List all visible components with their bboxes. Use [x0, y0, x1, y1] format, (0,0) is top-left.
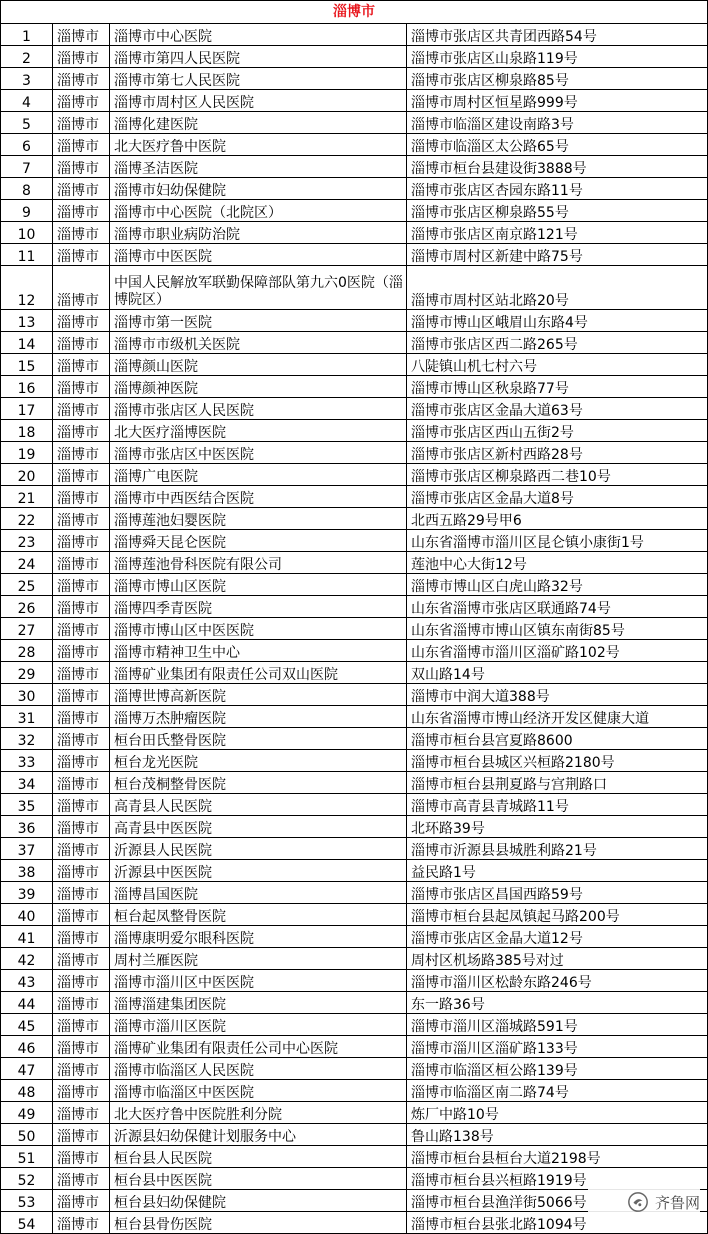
table-row — [1, 684, 708, 706]
row-city: 淄博市 — [53, 530, 110, 552]
row-city: 淄博市 — [53, 1124, 110, 1146]
row-address: 淄博市周村区恒星路999号 — [407, 90, 708, 112]
row-hospital-name: 桓台县妇幼保健院 — [110, 1190, 407, 1212]
row-address: 淄博市张店区杏园东路11号 — [407, 178, 708, 200]
table-row — [1, 552, 708, 574]
row-number: 12 — [1, 266, 53, 310]
row-city: 淄博市 — [53, 134, 110, 156]
row-hospital-name: 北大医疗淄博医院 — [110, 420, 407, 442]
table-row — [1, 222, 708, 244]
row-number: 49 — [1, 1102, 53, 1124]
row-number: 52 — [1, 1168, 53, 1190]
row-address: 淄博市桓台县桓台大道2198号 — [407, 1146, 708, 1168]
row-address: 淄博市沂源县县城胜利路21号 — [407, 838, 708, 860]
row-address: 淄博市临淄区南二路74号 — [407, 1080, 708, 1102]
row-hospital-name: 淄博市博山区中医医院 — [110, 618, 407, 640]
row-address: 淄博市临淄区太公路65号 — [407, 134, 708, 156]
row-city: 淄博市 — [53, 750, 110, 772]
row-number: 24 — [1, 552, 53, 574]
table-title-row — [1, 1, 708, 24]
row-number: 51 — [1, 1146, 53, 1168]
row-hospital-name: 桓台县人民医院 — [110, 1146, 407, 1168]
row-address: 淄博市桓台县起凤镇起马路200号 — [407, 904, 708, 926]
row-address: 淄博市桓台县城区兴桓路2180号 — [407, 750, 708, 772]
row-city: 淄博市 — [53, 1168, 110, 1190]
row-city: 淄博市 — [53, 310, 110, 332]
row-address: 淄博市高青县青城路11号 — [407, 794, 708, 816]
row-hospital-name: 淄博市中心医院（北院区） — [110, 200, 407, 222]
row-number: 41 — [1, 926, 53, 948]
row-hospital-name: 淄博颜神医院 — [110, 376, 407, 398]
row-number: 23 — [1, 530, 53, 552]
row-city: 淄博市 — [53, 926, 110, 948]
table-row — [1, 420, 708, 442]
table-row — [1, 970, 708, 992]
table-row — [1, 574, 708, 596]
row-number: 42 — [1, 948, 53, 970]
row-number: 31 — [1, 706, 53, 728]
row-address: 山东省淄博市张店区联通路74号 — [407, 596, 708, 618]
row-city: 淄博市 — [53, 948, 110, 970]
row-city: 淄博市 — [53, 816, 110, 838]
row-hospital-name: 淄博昌国医院 — [110, 882, 407, 904]
table-row — [1, 772, 708, 794]
row-address: 益民路1号 — [407, 860, 708, 882]
row-address: 淄博市博山区秋泉路77号 — [407, 376, 708, 398]
row-address: 炼厂中路10号 — [407, 1102, 708, 1124]
row-number: 50 — [1, 1124, 53, 1146]
row-address: 淄博市淄川区松龄东路246号 — [407, 970, 708, 992]
row-number: 5 — [1, 112, 53, 134]
table-row — [1, 662, 708, 684]
row-city: 淄博市 — [53, 90, 110, 112]
table-row — [1, 860, 708, 882]
row-hospital-name: 桓台田氏整骨医院 — [110, 728, 407, 750]
row-hospital-name: 沂源县妇幼保健计划服务中心 — [110, 1124, 407, 1146]
row-city: 淄博市 — [53, 992, 110, 1014]
table-row — [1, 68, 708, 90]
row-hospital-name: 周村兰雁医院 — [110, 948, 407, 970]
row-city: 淄博市 — [53, 618, 110, 640]
table-row — [1, 376, 708, 398]
row-city: 淄博市 — [53, 552, 110, 574]
row-hospital-name: 淄博广电医院 — [110, 464, 407, 486]
row-address: 东一路36号 — [407, 992, 708, 1014]
row-hospital-name: 桓台起凤整骨医院 — [110, 904, 407, 926]
row-number: 54 — [1, 1212, 53, 1234]
table-row — [1, 156, 708, 178]
row-hospital-name: 淄博市张店区人民医院 — [110, 398, 407, 420]
row-number: 33 — [1, 750, 53, 772]
row-number: 13 — [1, 310, 53, 332]
table-row — [1, 816, 708, 838]
row-address: 双山路14号 — [407, 662, 708, 684]
row-address: 淄博市张店区山泉路119号 — [407, 46, 708, 68]
row-hospital-name: 淄博市第四人民医院 — [110, 46, 407, 68]
row-hospital-name: 中国人民解放军联勤保障部队第九六0医院（淄博院区） — [110, 266, 407, 310]
row-city: 淄博市 — [53, 200, 110, 222]
row-city: 淄博市 — [53, 464, 110, 486]
table-row — [1, 530, 708, 552]
row-hospital-name: 淄博淄建集团医院 — [110, 992, 407, 1014]
row-city: 淄博市 — [53, 376, 110, 398]
table-row — [1, 1124, 708, 1146]
row-city: 淄博市 — [53, 68, 110, 90]
row-address: 淄博市张店区金晶大道8号 — [407, 486, 708, 508]
row-hospital-name: 淄博市市级机关医院 — [110, 332, 407, 354]
row-city: 淄博市 — [53, 1036, 110, 1058]
table-row — [1, 486, 708, 508]
row-address: 淄博市桓台县宫夏路8600 — [407, 728, 708, 750]
watermark-text: 齐鲁网 — [654, 1193, 700, 1212]
row-number: 32 — [1, 728, 53, 750]
row-city: 淄博市 — [53, 1212, 110, 1234]
row-hospital-name: 淄博市第七人民医院 — [110, 68, 407, 90]
row-hospital-name: 淄博市妇幼保健院 — [110, 178, 407, 200]
table-row — [1, 596, 708, 618]
row-number: 39 — [1, 882, 53, 904]
row-city: 淄博市 — [53, 970, 110, 992]
row-hospital-name: 淄博世博高新医院 — [110, 684, 407, 706]
row-address: 淄博市张店区南京路121号 — [407, 222, 708, 244]
row-address: 淄博市张店区金晶大道63号 — [407, 398, 708, 420]
row-hospital-name: 桓台龙光医院 — [110, 750, 407, 772]
row-number: 2 — [1, 46, 53, 68]
row-number: 38 — [1, 860, 53, 882]
row-city: 淄博市 — [53, 1058, 110, 1080]
table-row — [1, 1102, 708, 1124]
row-hospital-name: 高青县中医医院 — [110, 816, 407, 838]
row-city: 淄博市 — [53, 838, 110, 860]
table-row — [1, 882, 708, 904]
row-hospital-name: 淄博万杰肿瘤医院 — [110, 706, 407, 728]
table-row — [1, 706, 708, 728]
row-address: 淄博市淄川区淄城路591号 — [407, 1014, 708, 1036]
row-number: 21 — [1, 486, 53, 508]
row-number: 48 — [1, 1080, 53, 1102]
row-number: 30 — [1, 684, 53, 706]
row-address: 莲池中心大街12号 — [407, 552, 708, 574]
row-address: 山东省淄博市博山经济开发区健康大道 — [407, 706, 708, 728]
row-number: 6 — [1, 134, 53, 156]
row-number: 17 — [1, 398, 53, 420]
row-city: 淄博市 — [53, 860, 110, 882]
row-address: 淄博市淄川区淄矿路133号 — [407, 1036, 708, 1058]
table-row — [1, 750, 708, 772]
row-number: 7 — [1, 156, 53, 178]
table-row — [1, 1014, 708, 1036]
row-city: 淄博市 — [53, 1080, 110, 1102]
table-row — [1, 992, 708, 1014]
row-hospital-name: 淄博莲池骨科医院有限公司 — [110, 552, 407, 574]
row-hospital-name: 淄博化建医院 — [110, 112, 407, 134]
row-city: 淄博市 — [53, 156, 110, 178]
row-number: 25 — [1, 574, 53, 596]
row-hospital-name: 淄博圣洁医院 — [110, 156, 407, 178]
row-number: 35 — [1, 794, 53, 816]
table-row — [1, 640, 708, 662]
row-hospital-name: 淄博舜天昆仑医院 — [110, 530, 407, 552]
row-address: 淄博市张店区金晶大道12号 — [407, 926, 708, 948]
row-hospital-name: 淄博市临淄区人民医院 — [110, 1058, 407, 1080]
row-number: 28 — [1, 640, 53, 662]
row-city: 淄博市 — [53, 222, 110, 244]
table-row — [1, 794, 708, 816]
table-row — [1, 46, 708, 68]
row-hospital-name: 沂源县中医医院 — [110, 860, 407, 882]
row-number: 47 — [1, 1058, 53, 1080]
row-city: 淄博市 — [53, 882, 110, 904]
row-address: 淄博市张店区柳泉路西二巷10号 — [407, 464, 708, 486]
row-hospital-name: 淄博市中医医院 — [110, 244, 407, 266]
row-city: 淄博市 — [53, 46, 110, 68]
table-row — [1, 310, 708, 332]
table-row — [1, 332, 708, 354]
row-number: 11 — [1, 244, 53, 266]
row-number: 18 — [1, 420, 53, 442]
row-city: 淄博市 — [53, 266, 110, 310]
row-city: 淄博市 — [53, 1102, 110, 1124]
row-address: 淄博市临淄区桓公路139号 — [407, 1058, 708, 1080]
row-address: 八陡镇山机七村六号 — [407, 354, 708, 376]
row-hospital-name: 淄博市张店区中医医院 — [110, 442, 407, 464]
table-row — [1, 354, 708, 376]
row-number: 29 — [1, 662, 53, 684]
row-number: 37 — [1, 838, 53, 860]
row-address: 鲁山路138号 — [407, 1124, 708, 1146]
row-hospital-name: 桓台茂桐整骨医院 — [110, 772, 407, 794]
row-hospital-name: 淄博市临淄区中医医院 — [110, 1080, 407, 1102]
row-city: 淄博市 — [53, 1146, 110, 1168]
row-city: 淄博市 — [53, 1190, 110, 1212]
row-city: 淄博市 — [53, 178, 110, 200]
row-city: 淄博市 — [53, 662, 110, 684]
table-row — [1, 1058, 708, 1080]
row-hospital-name: 北大医疗鲁中医院胜利分院 — [110, 1102, 407, 1124]
row-city: 淄博市 — [53, 904, 110, 926]
row-hospital-name: 北大医疗鲁中医院 — [110, 134, 407, 156]
row-city: 淄博市 — [53, 354, 110, 376]
row-address: 淄博市博山区白虎山路32号 — [407, 574, 708, 596]
row-hospital-name: 淄博矿业集团有限责任公司中心医院 — [110, 1036, 407, 1058]
table-title: 淄博市 — [1, 1, 708, 24]
row-address: 淄博市桓台县荆夏路与宫荆路口 — [407, 772, 708, 794]
row-hospital-name: 沂源县人民医院 — [110, 838, 407, 860]
table-row — [1, 904, 708, 926]
row-city: 淄博市 — [53, 728, 110, 750]
row-city: 淄博市 — [53, 1014, 110, 1036]
row-hospital-name: 淄博市第一医院 — [110, 310, 407, 332]
row-address: 淄博市张店区昌国西路59号 — [407, 882, 708, 904]
row-hospital-name: 淄博市周村区人民医院 — [110, 90, 407, 112]
row-city: 淄博市 — [53, 640, 110, 662]
row-address: 淄博市张店区西二路265号 — [407, 332, 708, 354]
row-address: 山东省淄博市淄川区淄矿路102号 — [407, 640, 708, 662]
row-address: 北西五路29号甲6 — [407, 508, 708, 530]
row-city: 淄博市 — [53, 398, 110, 420]
row-hospital-name: 淄博市淄川区中医医院 — [110, 970, 407, 992]
row-city: 淄博市 — [53, 244, 110, 266]
row-city: 淄博市 — [53, 794, 110, 816]
row-number: 27 — [1, 618, 53, 640]
row-address: 淄博市周村区新建中路75号 — [407, 244, 708, 266]
row-address: 淄博市桓台县兴桓路1919号 — [407, 1168, 708, 1190]
row-city: 淄博市 — [53, 508, 110, 530]
row-number: 22 — [1, 508, 53, 530]
table-row — [1, 838, 708, 860]
row-number: 36 — [1, 816, 53, 838]
row-address: 北环路39号 — [407, 816, 708, 838]
row-city: 淄博市 — [53, 420, 110, 442]
row-city: 淄博市 — [53, 442, 110, 464]
row-address: 淄博市博山区峨眉山东路4号 — [407, 310, 708, 332]
row-city: 淄博市 — [53, 574, 110, 596]
row-number: 8 — [1, 178, 53, 200]
row-address: 淄博市桓台县张北路1094号 — [407, 1212, 708, 1234]
table-row — [1, 618, 708, 640]
row-city: 淄博市 — [53, 24, 110, 46]
row-city: 淄博市 — [53, 772, 110, 794]
row-hospital-name: 淄博市职业病防治院 — [110, 222, 407, 244]
table-row — [1, 24, 708, 46]
row-address: 淄博市张店区柳泉路85号 — [407, 68, 708, 90]
row-city: 淄博市 — [53, 706, 110, 728]
table-row — [1, 244, 708, 266]
table-row — [1, 1080, 708, 1102]
row-number: 1 — [1, 24, 53, 46]
hospital-table-body — [1, 1, 708, 1234]
row-number: 4 — [1, 90, 53, 112]
table-row — [1, 728, 708, 750]
row-number: 15 — [1, 354, 53, 376]
row-address: 淄博市周村区站北路20号 — [407, 266, 708, 310]
row-number: 44 — [1, 992, 53, 1014]
row-number: 19 — [1, 442, 53, 464]
row-address: 淄博市桓台县建设街3888号 — [407, 156, 708, 178]
row-number: 9 — [1, 200, 53, 222]
row-number: 26 — [1, 596, 53, 618]
row-number: 14 — [1, 332, 53, 354]
row-number: 53 — [1, 1190, 53, 1212]
row-address: 淄博市桓台县渔洋街5066号 — [407, 1190, 708, 1212]
table-row — [1, 200, 708, 222]
row-city: 淄博市 — [53, 112, 110, 134]
table-row — [1, 926, 708, 948]
row-address: 淄博市张店区共青团西路54号 — [407, 24, 708, 46]
watermark — [588, 1185, 700, 1219]
row-address: 淄博市张店区新村西路28号 — [407, 442, 708, 464]
row-city: 淄博市 — [53, 684, 110, 706]
row-address: 山东省淄博市博山区镇东南街85号 — [407, 618, 708, 640]
row-number: 34 — [1, 772, 53, 794]
row-hospital-name: 淄博市博山区医院 — [110, 574, 407, 596]
row-hospital-name: 桓台县中医医院 — [110, 1168, 407, 1190]
row-number: 43 — [1, 970, 53, 992]
row-city: 淄博市 — [53, 596, 110, 618]
row-city: 淄博市 — [53, 486, 110, 508]
row-hospital-name: 淄博市精神卫生中心 — [110, 640, 407, 662]
row-hospital-name: 高青县人民医院 — [110, 794, 407, 816]
table-row — [1, 398, 708, 420]
row-number: 10 — [1, 222, 53, 244]
qilu-logo-icon — [627, 1191, 649, 1213]
table-row — [1, 178, 708, 200]
table-row — [1, 1036, 708, 1058]
table-row — [1, 508, 708, 530]
table-row — [1, 134, 708, 156]
row-number: 45 — [1, 1014, 53, 1036]
table-row — [1, 1146, 708, 1168]
row-address: 淄博市临淄区建设南路3号 — [407, 112, 708, 134]
row-hospital-name: 淄博颜山医院 — [110, 354, 407, 376]
table-row — [1, 112, 708, 134]
row-address: 淄博市中润大道388号 — [407, 684, 708, 706]
row-number: 46 — [1, 1036, 53, 1058]
row-hospital-name: 淄博市中西医结合医院 — [110, 486, 407, 508]
row-number: 3 — [1, 68, 53, 90]
row-address: 周村区机场路385号对过 — [407, 948, 708, 970]
row-city: 淄博市 — [53, 332, 110, 354]
row-hospital-name: 桓台县骨伤医院 — [110, 1212, 407, 1234]
row-hospital-name: 淄博康明爱尔眼科医院 — [110, 926, 407, 948]
row-address: 山东省淄博市淄川区昆仑镇小康街1号 — [407, 530, 708, 552]
row-number: 40 — [1, 904, 53, 926]
row-hospital-name: 淄博莲池妇婴医院 — [110, 508, 407, 530]
table-row — [1, 948, 708, 970]
row-address: 淄博市张店区柳泉路55号 — [407, 200, 708, 222]
row-address: 淄博市张店区西山五街2号 — [407, 420, 708, 442]
row-hospital-name: 淄博矿业集团有限责任公司双山医院 — [110, 662, 407, 684]
row-number: 16 — [1, 376, 53, 398]
table-row — [1, 442, 708, 464]
table-row — [1, 464, 708, 486]
row-hospital-name: 淄博市淄川区医院 — [110, 1014, 407, 1036]
row-number: 20 — [1, 464, 53, 486]
row-hospital-name: 淄博市中心医院 — [110, 24, 407, 46]
row-hospital-name: 淄博四季青医院 — [110, 596, 407, 618]
table-row — [1, 266, 708, 310]
table-row — [1, 90, 708, 112]
